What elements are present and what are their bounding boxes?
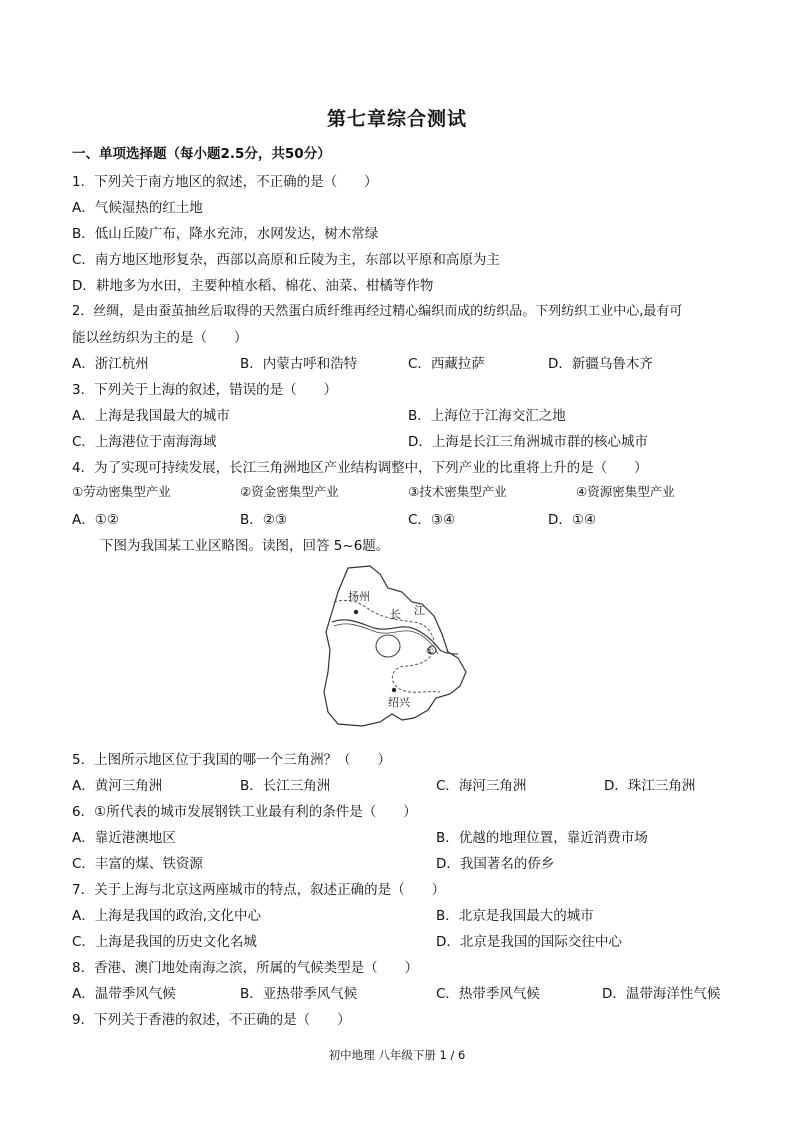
q8-option-b: B．亚热带季风气候 bbox=[240, 986, 358, 1002]
q3-option-b: B．上海位于江海交汇之地 bbox=[408, 408, 566, 424]
q6-option-b: B．优越的地理位置，靠近消费市场 bbox=[436, 830, 648, 846]
section-heading: 一、单项选择题（每小题2.5分，共50分） bbox=[72, 146, 331, 162]
q8-stem: 8．香港、澳门地处南海之滨，所属的气候类型是（ ） bbox=[72, 960, 419, 976]
map-label-chang: 长 bbox=[390, 608, 401, 621]
q5-stem: 5．上图所示地区位于我国的哪一个三角洲？（ ） bbox=[72, 752, 392, 768]
q6-option-d: D．我国著名的侨乡 bbox=[436, 856, 555, 872]
industrial-region-map bbox=[318, 562, 478, 732]
q2-option-b: B．内蒙古呼和浩特 bbox=[240, 356, 358, 372]
map-label-marker: ① bbox=[426, 647, 435, 657]
q7-stem: 7．关于上海与北京这两座城市的特点，叙述正确的是（ ） bbox=[72, 882, 446, 898]
q1-option-a: A．气候湿热的红土地 bbox=[72, 200, 203, 216]
q2-option-d: D．新疆乌鲁木齐 bbox=[548, 356, 653, 372]
q4-item-4: ④资源密集型产业 bbox=[576, 484, 675, 499]
q3-stem: 3．下列关于上海的叙述，错误的是（ ） bbox=[72, 382, 338, 398]
q1-option-b: B．低山丘陵广布，降水充沛，水网发达，树木常绿 bbox=[72, 226, 379, 242]
q2-stem-line1: 2．丝绸，是由蚕茧抽丝后取得的天然蛋白质纤维再经过精心编织而成的纺织品。下列纺织工业中心,最有可 bbox=[72, 304, 683, 319]
q6-option-a: A．靠近港澳地区 bbox=[72, 830, 176, 846]
map-label-yangzhou: 扬州 bbox=[348, 590, 370, 603]
page-footer: 初中地理 八年级下册 1 / 6 bbox=[328, 1048, 466, 1062]
page-title: 第七章综合测试 bbox=[326, 108, 467, 130]
q1-option-c: C．南方地区地形复杂，西部以高原和丘陵为主，东部以平原和高原为主 bbox=[72, 252, 500, 268]
q4-option-b: B．②③ bbox=[240, 512, 287, 528]
q5-option-b: B．长江三角洲 bbox=[240, 778, 331, 794]
q5-option-a: A．黄河三角洲 bbox=[72, 778, 163, 794]
q4-stem: 4．为了实现可持续发展，长江三角洲地区产业结构调整中，下列产业的比重将上升的是（ ） bbox=[72, 460, 648, 476]
q7-option-d: D．北京是我国的国际交往中心 bbox=[436, 934, 622, 950]
q7-option-c: C．上海是我国的历史文化名城 bbox=[72, 934, 257, 950]
q3-option-d: D．上海是长江三角洲城市群的核心城市 bbox=[408, 434, 648, 450]
q4-option-d: D．①④ bbox=[548, 512, 597, 528]
q7-option-b: B．北京是我国最大的城市 bbox=[436, 908, 594, 924]
q2-option-a: A．浙江杭州 bbox=[72, 356, 149, 372]
q2-option-c: C．西藏拉萨 bbox=[408, 356, 485, 372]
q6-option-c: C．丰富的煤、铁资源 bbox=[72, 856, 203, 872]
q8-option-a: A．温带季风气候 bbox=[72, 986, 176, 1002]
q3-option-c: C．上海港位于南海海域 bbox=[72, 434, 217, 450]
q3-option-a: A．上海是我国最大的城市 bbox=[72, 408, 230, 424]
q9-stem: 9．下列关于香港的叙述，不正确的是（ ） bbox=[72, 1012, 351, 1028]
q4-option-c: C．③④ bbox=[408, 512, 456, 528]
q5-option-c: C．海河三角洲 bbox=[436, 778, 527, 794]
q5-option-d: D．珠江三角洲 bbox=[604, 778, 696, 794]
q4-item-3: ③技术密集型产业 bbox=[408, 484, 507, 499]
city-dot-shaoxing bbox=[392, 688, 396, 692]
q4-option-a: A．①② bbox=[72, 512, 119, 528]
q1-option-d: D．耕地多为水田，主要种植水稻、棉花、油菜、柑橘等作物 bbox=[72, 278, 434, 294]
q4-item-1: ①劳动密集型产业 bbox=[72, 484, 171, 499]
q1-stem: 1．下列关于南方地区的叙述，不正确的是（ ） bbox=[72, 174, 378, 190]
city-dot-yangzhou bbox=[354, 610, 358, 614]
taihu-lake bbox=[376, 635, 400, 657]
q2-stem-line2: 能以丝纺织为主的是（ ） bbox=[72, 330, 248, 346]
q8-option-d: D．温带海洋性气候 bbox=[602, 986, 721, 1002]
q6-stem: 6．①所代表的城市发展钢铁工业最有利的条件是（ ） bbox=[72, 804, 417, 820]
q7-option-a: A．上海是我国的政治,文化中心 bbox=[72, 908, 262, 924]
map-label-jiang: 江 bbox=[414, 604, 425, 617]
q8-option-c: C．热带季风气候 bbox=[436, 986, 540, 1002]
map-label-shaoxing: 绍兴 bbox=[388, 696, 410, 709]
figure-intro: 下图为我国某工业区略图。读图，回答 5~6题。 bbox=[100, 538, 390, 554]
q4-item-2: ②资金密集型产业 bbox=[240, 484, 339, 499]
